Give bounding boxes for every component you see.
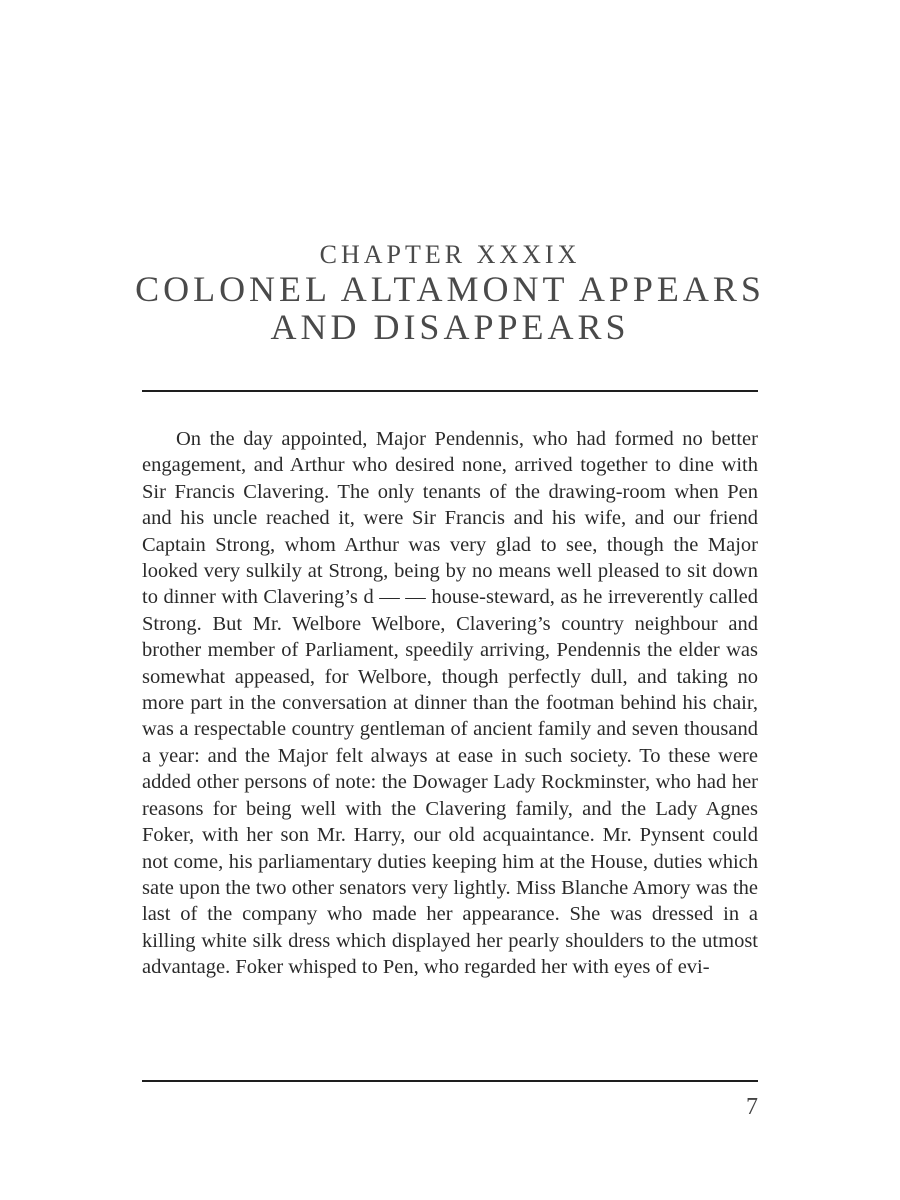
page-number: 7 <box>746 1094 758 1120</box>
top-divider <box>142 390 758 392</box>
chapter-title: COLONEL ALTAMONT APPEARS AND DISAPPEARS <box>135 269 765 347</box>
chapter-number: CHAPTER XXXIX <box>319 240 581 269</box>
bottom-divider <box>142 1080 758 1082</box>
body-paragraph: On the day appointed, Major Pendennis, who had formed no better engagement, and Arthur who desired none, arrived together to dine with Sir Francis Clavering. The only tenants of the drawing-room when Pen and his uncle reached it, were Sir Francis and his wife, and our friend Captain Strong, whom Arthur was very glad to see, though the Major looked very sulkily at Strong, being by no means well pleased to sit down to dinner with Clavering’s d — — house-steward, as he irreverently called Strong. But Mr. Welbore Welbore, Clavering’s country neighbour and brother member of Parliament, speedily arriving, Pendennis the elder was somewhat appeased, for Welbore, though perfectly dull, and taking no more part in the conversation at dinner than the footman behind his chair, was a respectable country gentleman of ancient family and seven thousand a year: and the Major felt always at ease in such society. To these were added other persons of note: the Dowager Lady Rockminster, who had her reasons for being well with the Clavering family, and the Lady Agnes Foker, with her son Mr. Harry, our old acquaintance. Mr. Pynsent could not come, his parliamentary duties keeping him at the House, duties which sate upon the two other senators very lightly. Miss Blanche Amory was the last of the company who made her appearance. She was dressed in a killing white silk dress which displayed her pearly shoulders to the utmost advantage. Foker whisped to Pen, who regarded her with eyes of evi- <box>142 428 758 979</box>
